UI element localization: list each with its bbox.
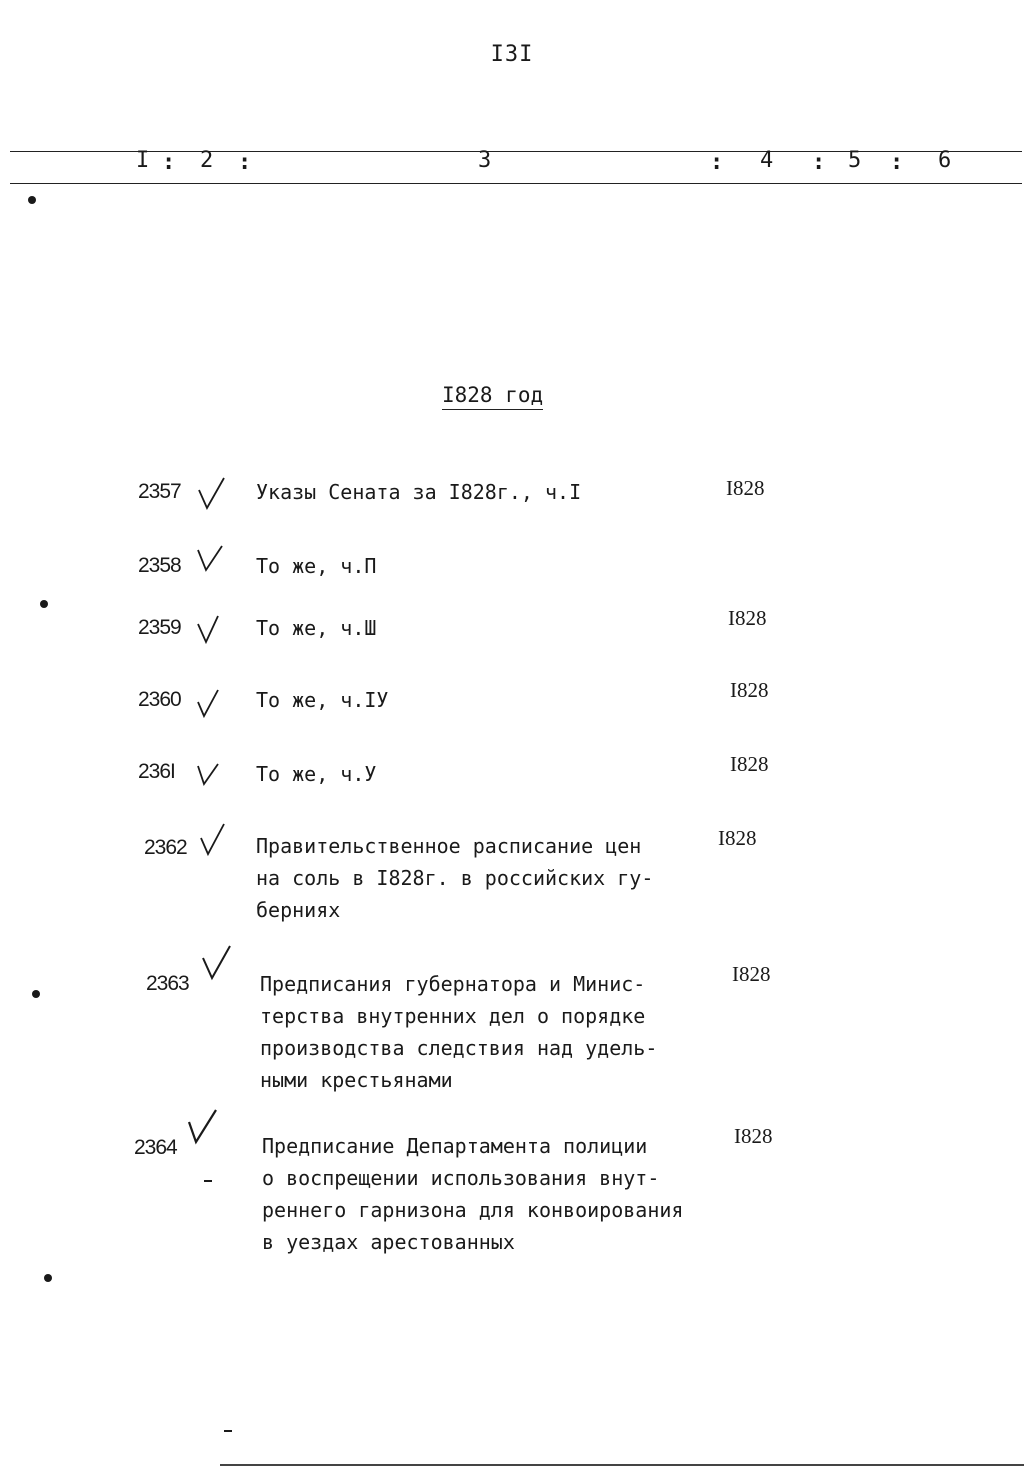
checkmark-icon	[186, 1110, 220, 1146]
entry-number: 2357	[138, 480, 181, 503]
entry-year: I828	[718, 826, 757, 850]
entry-number: 236I	[138, 760, 175, 783]
entry-title: Предписания губернатора и Минис- терства внутренних дел о порядке производства следствия над удель- ными крестьянами	[260, 972, 658, 1092]
entry-year: I828	[732, 962, 771, 986]
column-2-header: 2	[200, 148, 214, 173]
entry-title: То же, ч.У	[256, 762, 377, 786]
checkmark-icon	[196, 758, 230, 794]
page-edge-line	[220, 1464, 1024, 1466]
column-3-header: 3	[478, 148, 492, 173]
entry-number: 2362	[144, 836, 187, 859]
entry-number: 2360	[138, 688, 181, 711]
checkmark-icon	[200, 946, 234, 982]
scan-speck	[204, 1180, 212, 1182]
checkmark-icon	[196, 684, 230, 720]
entry-number: 2364	[134, 1136, 177, 1159]
entry-title: То же, ч.П	[256, 554, 377, 578]
checkmark-icon	[198, 822, 232, 858]
checkmark-icon	[196, 544, 230, 580]
entry-number: 2359	[138, 616, 181, 639]
year-heading: I828 год	[442, 383, 543, 410]
scan-speck	[28, 196, 36, 204]
column-separator: :	[710, 150, 724, 175]
scan-speck	[32, 990, 40, 998]
column-4-header: 4	[760, 148, 774, 173]
column-separator: :	[890, 150, 904, 175]
entry-number: 2363	[146, 972, 189, 995]
scan-speck	[224, 1430, 232, 1432]
entry-year: I828	[730, 678, 769, 702]
entry-year: I828	[734, 1124, 773, 1148]
entry-year: I828	[730, 752, 769, 776]
entry-number: 2358	[138, 554, 181, 577]
checkmark-icon	[196, 612, 230, 648]
entry-title: То же, ч.Ш	[256, 616, 377, 640]
page-number: I3I	[490, 42, 534, 67]
entry-title: Правительственное расписание цен на соль в I828г. в российских гу- берниях	[256, 834, 654, 922]
column-5-header: 5	[848, 148, 862, 173]
column-separator: :	[238, 150, 252, 175]
scan-speck	[44, 1274, 52, 1282]
entry-title: Предписание Департамента полиции о воспрещении использования внут- реннего гарнизона для конвоирования в уездах арестованных	[262, 1134, 684, 1254]
column-1-header: I	[136, 148, 150, 173]
column-separator: :	[162, 150, 176, 175]
entry-year: I828	[726, 476, 765, 500]
entry-title: То же, ч.IУ	[256, 688, 389, 712]
checkmark-icon	[196, 476, 230, 512]
scan-speck	[40, 600, 48, 608]
entry-title: Указы Сената за I828г., ч.I	[256, 480, 582, 504]
column-6-header: 6	[938, 148, 952, 173]
entry-year: I828	[728, 606, 767, 630]
header-rule-bottom	[10, 183, 1022, 184]
column-separator: :	[812, 150, 826, 175]
